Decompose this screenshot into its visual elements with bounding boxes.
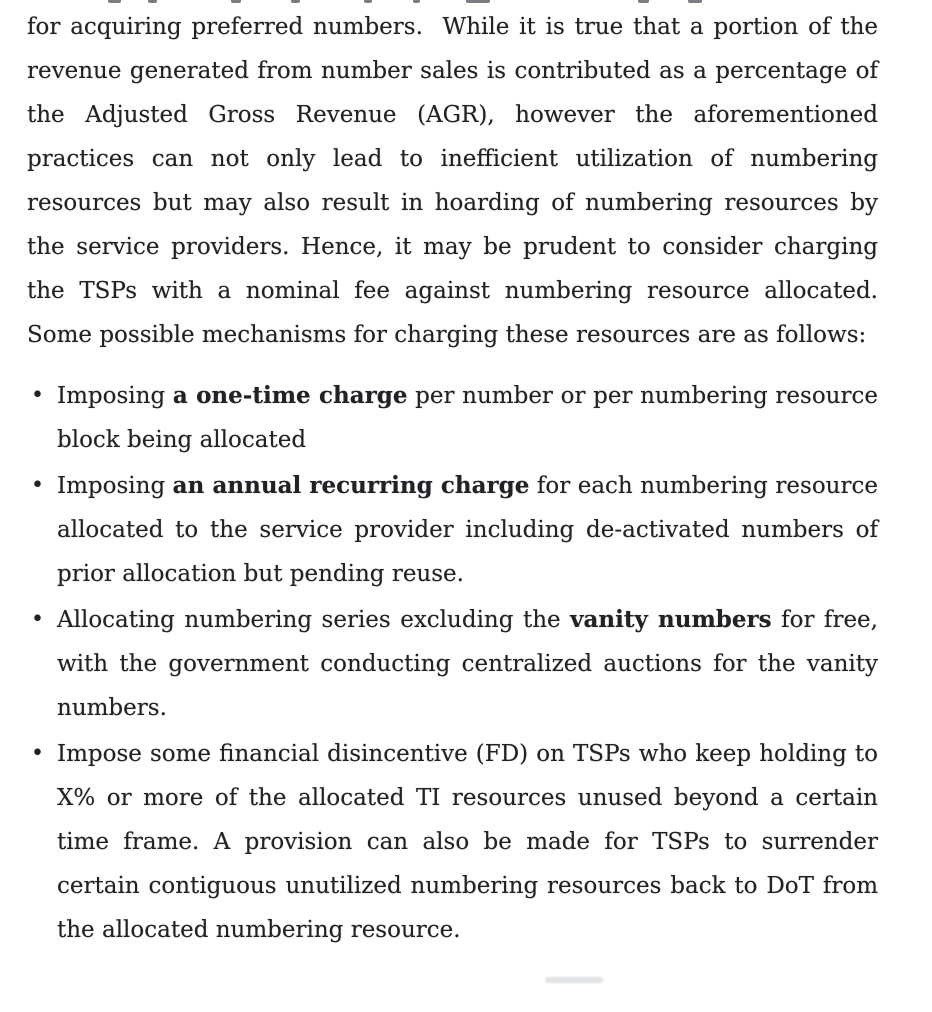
bullet-item	[27, 374, 878, 462]
bullet-text-segment: Allocating numbering series excluding the	[57, 607, 571, 633]
bullet-text-segment: Impose some financial disincentive (FD) on TSPs who keep holding to X% or more of the allocated TI resources unused beyond a certain time frame. A provision can also be made for TSPs to surrender certain contiguous unutilized numbering resources back to DoT from the allocated numbering resource.	[57, 741, 878, 943]
bullet-marker: •	[31, 607, 44, 632]
bullet-text-segment: Imposing	[57, 473, 173, 499]
bullet-text-segment: for each numbering resource allocated to the service provider including de-activated numbers of prior allocation but pending reuse.	[57, 473, 878, 587]
bullet-marker: •	[31, 383, 44, 408]
bullet-marker: •	[31, 473, 44, 498]
bullet-text-segment: Imposing	[57, 383, 173, 409]
artifact-mark	[688, 0, 702, 3]
bullet-text-segment-bold: vanity numbers	[570, 606, 772, 633]
bullet-text-segment: for free, with the government conducting centralized auctions for the vanity numbers.	[57, 607, 878, 721]
artifact-mark	[364, 0, 372, 3]
bullet-text-segment-bold: a one-time charge	[172, 382, 408, 409]
scan-smudge-artifact	[545, 977, 603, 983]
artifact-mark	[638, 0, 649, 3]
bullet-item	[27, 732, 878, 952]
bullet-list	[27, 374, 878, 952]
artifact-mark	[466, 0, 490, 3]
artifact-mark	[108, 0, 121, 3]
body-paragraph: for acquiring preferred numbers. While it is true that a portion of the revenue generated from number sales is contributed as a percentage of the Adjusted Gross Revenue (AGR), however the aforementioned practices can not only lead to inefficient utilization of numbering resources but may also result in hoarding of numbering resources by the service providers. Hence, it may be prudent to consider charging the TSPs with a nominal fee against numbering resource allocated. Some possible mechanisms for charging these resources are as follows:	[27, 14, 878, 348]
bullet-text-segment: per number or per numbering resource block being allocated	[57, 383, 878, 453]
artifact-mark	[413, 0, 420, 3]
artifact-mark	[291, 0, 300, 3]
bullet-item	[27, 598, 878, 730]
artifact-mark	[231, 0, 241, 3]
bullet-text-segment-bold: an annual recurring charge	[172, 472, 530, 499]
bullet-marker: •	[31, 741, 44, 766]
artifact-mark	[148, 0, 157, 3]
bullet-item	[27, 464, 878, 596]
